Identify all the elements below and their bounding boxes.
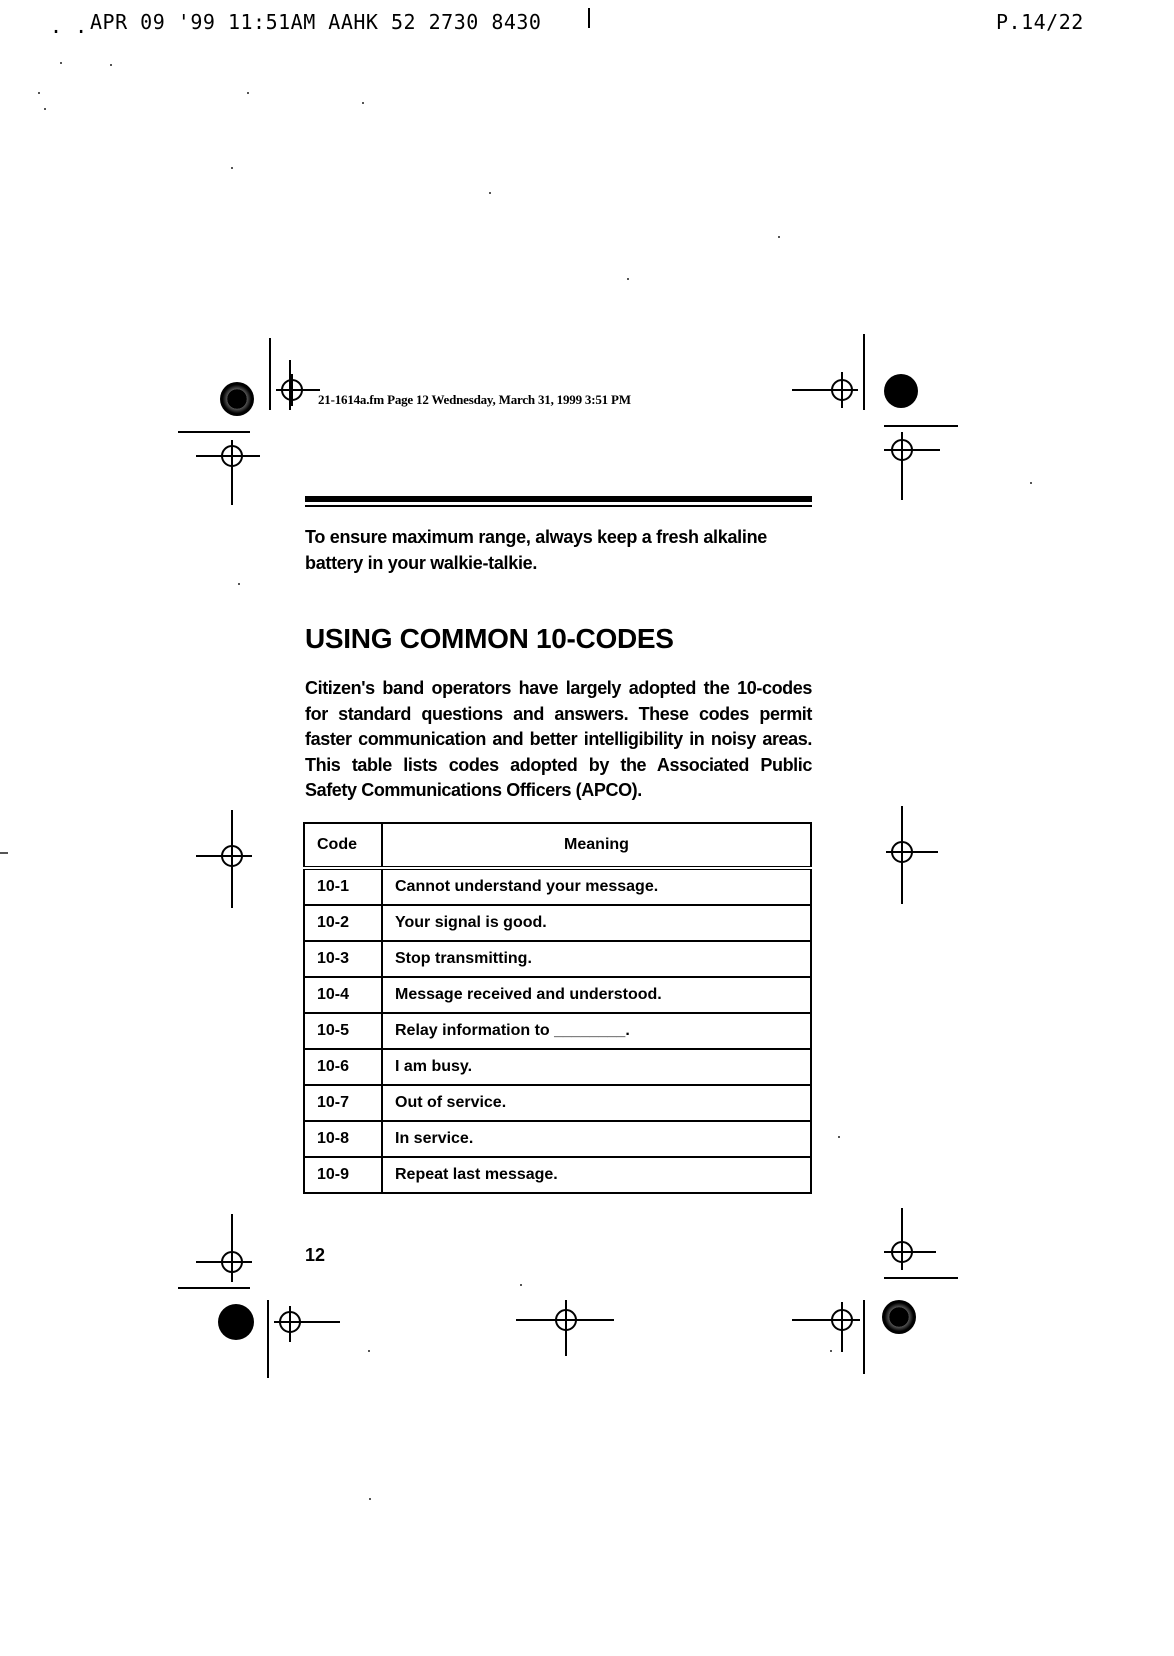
- table-header-row: [304, 823, 811, 868]
- meaning-cell: Relay information to ________.: [382, 1013, 811, 1049]
- code-cell: 10-3: [304, 941, 382, 977]
- meaning-cell: In service.: [382, 1121, 811, 1157]
- code-cell: 10-8: [304, 1121, 382, 1157]
- fax-page-counter: P.14/22: [996, 10, 1084, 34]
- table-row: [304, 1085, 811, 1121]
- ten-codes-table: [303, 822, 812, 1194]
- fax-header-left: APR 09 '99 11:51AM AAHK 52 2730 8430: [90, 10, 542, 34]
- code-cell: 10-6: [304, 1049, 382, 1085]
- code-cell: 10-5: [304, 1013, 382, 1049]
- table-row: [304, 905, 811, 941]
- column-header-code: Code: [304, 823, 382, 868]
- code-cell: 10-1: [304, 868, 382, 905]
- meaning-cell: Repeat last message.: [382, 1157, 811, 1193]
- code-cell: 10-7: [304, 1085, 382, 1121]
- meaning-cell: Out of service.: [382, 1085, 811, 1121]
- table-row: [304, 1049, 811, 1085]
- code-cell: 10-2: [304, 905, 382, 941]
- top-rule-thin: [305, 505, 812, 507]
- table-row: [304, 868, 811, 905]
- column-header-meaning: Meaning: [382, 823, 811, 868]
- meaning-cell: Cannot understand your message.: [382, 868, 811, 905]
- table-row: [304, 977, 811, 1013]
- section-paragraph: Citizen's band operators have largely adopted the 10-codes for standard questions and answers. These codes permit faster communication and better intelligibility in noisy areas. This table lists codes adopted by the Associated Public Safety Communications Officers (APCO).: [305, 678, 812, 800]
- registration-dot-top-right: [884, 374, 918, 408]
- code-cell: 10-4: [304, 977, 382, 1013]
- intro-paragraph: To ensure maximum range, always keep a fresh alkaline battery in your walkie-talkie.: [305, 527, 767, 573]
- meaning-cell: Your signal is good.: [382, 905, 811, 941]
- table-row: [304, 1121, 811, 1157]
- top-rule-thick: [305, 496, 812, 502]
- table-row: [304, 1157, 811, 1193]
- page-number: 12: [305, 1245, 326, 1265]
- registration-dot-top-left: [220, 382, 254, 416]
- meaning-cell: Message received and understood.: [382, 977, 811, 1013]
- table-row: [304, 941, 811, 977]
- registration-dot-bottom-right: [882, 1300, 916, 1334]
- registration-dot-bottom-left: [218, 1304, 254, 1340]
- section-heading: USING COMMON 10-CODES: [305, 623, 674, 654]
- meaning-cell: Stop transmitting.: [382, 941, 811, 977]
- print-slug-line: 21-1614a.fm Page 12 Wednesday, March 31, 1999 3:51 PM: [318, 392, 631, 407]
- meaning-cell: I am busy.: [382, 1049, 811, 1085]
- table-row: [304, 1013, 811, 1049]
- code-cell: 10-9: [304, 1157, 382, 1193]
- fax-noise-dots: . .: [50, 14, 88, 38]
